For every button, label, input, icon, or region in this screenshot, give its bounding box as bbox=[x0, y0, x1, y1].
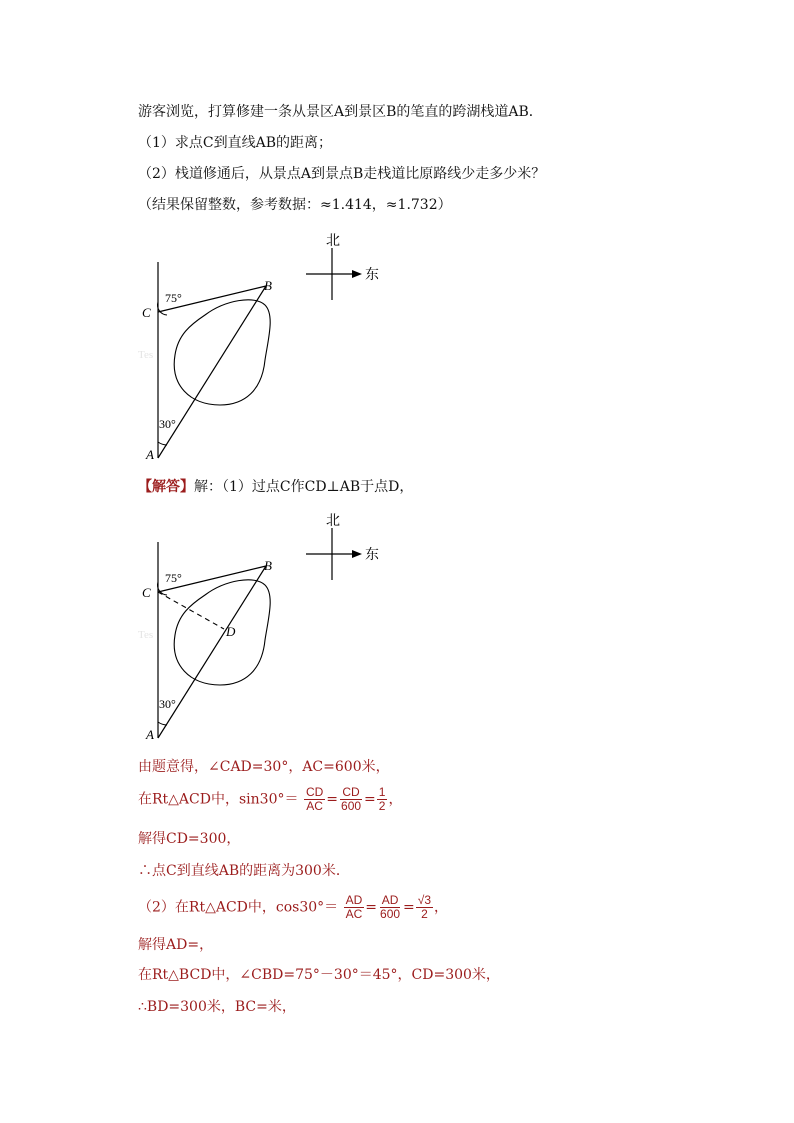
label-c-2: C bbox=[142, 585, 151, 600]
watermark: Tes bbox=[138, 349, 154, 361]
reference-note: （结果保留整数，参考数据：≈1.414，≈1.732） bbox=[138, 197, 452, 213]
angle-c-label: 75° bbox=[165, 291, 182, 305]
watermark-2: Tes bbox=[138, 629, 154, 641]
angle-a-label-2: 30° bbox=[159, 697, 176, 711]
lake-shape-2 bbox=[174, 580, 270, 685]
angle-a-label: 30° bbox=[159, 417, 176, 431]
question-1: （1）求点C到直线AB的距离； bbox=[138, 135, 333, 151]
solution-tag: 【解答】 bbox=[138, 479, 194, 495]
fraction-one-half: $\frac{1}{2}$ bbox=[378, 785, 386, 813]
label-a: A bbox=[146, 447, 154, 462]
solution-line-7: 解得AD=， bbox=[138, 937, 214, 953]
east-label-2: 东 bbox=[365, 548, 379, 563]
fraction-ad-600: $\frac{AD}{600}$ bbox=[380, 893, 401, 921]
solution-line-8: 在Rt△BCD中，∠CBD=75°－30°＝45°，CD=300米， bbox=[138, 967, 500, 983]
solution-line-6: （2）在Rt△ACD中，cos30°＝ $\frac{AD}{AC}$ = $\frac{AD}{600}$ = $\frac{√3}{2}$ ， bbox=[138, 893, 449, 921]
solution-line-5: ∴点C到直线AB的距离为300米． bbox=[138, 863, 350, 879]
solution-line-3: 在Rt△ACD中，sin30°＝ $\frac{CD}{AC}$ = $\frac{CD}{600}$ = $\frac{1}{2}$ ， bbox=[138, 785, 403, 813]
east-label: 东 bbox=[365, 268, 379, 283]
solution-line-1: 解：（1）过点C作CD⊥AB于点D， bbox=[194, 479, 414, 495]
problem-intro: 游客浏览，打算修建一条从景区A到景区B的笔直的跨湖栈道AB． bbox=[138, 104, 543, 120]
solution-line-4: 解得CD=300， bbox=[138, 831, 241, 847]
label-c: C bbox=[142, 305, 151, 320]
label-b-2: B bbox=[264, 558, 272, 573]
fraction-ad-ac: $\frac{AD}{AC}$ bbox=[345, 893, 363, 921]
solution-line-2: 由题意得，∠CAD=30°，AC=600米， bbox=[138, 759, 390, 775]
label-a-2: A bbox=[146, 727, 154, 742]
label-d: D bbox=[226, 624, 236, 639]
fraction-cd-600: $\frac{CD}{600}$ bbox=[341, 785, 362, 813]
perpendicular-cd bbox=[158, 592, 224, 629]
solution-line-9: ∴BD=300米，BC=米， bbox=[138, 999, 296, 1015]
fraction-cd-ac: $\frac{CD}{AC}$ bbox=[305, 785, 324, 813]
north-label-2: 北 bbox=[326, 514, 340, 529]
angle-c-label-2: 75° bbox=[165, 571, 182, 585]
north-label: 北 bbox=[326, 234, 340, 249]
question-2: （2）栈道修通后，从景点A到景点B走栈道比原路线少走多少米？ bbox=[138, 166, 546, 182]
label-b: B bbox=[264, 278, 272, 293]
fraction-sqrt3-2: $\frac{√3}{2}$ bbox=[417, 893, 432, 921]
